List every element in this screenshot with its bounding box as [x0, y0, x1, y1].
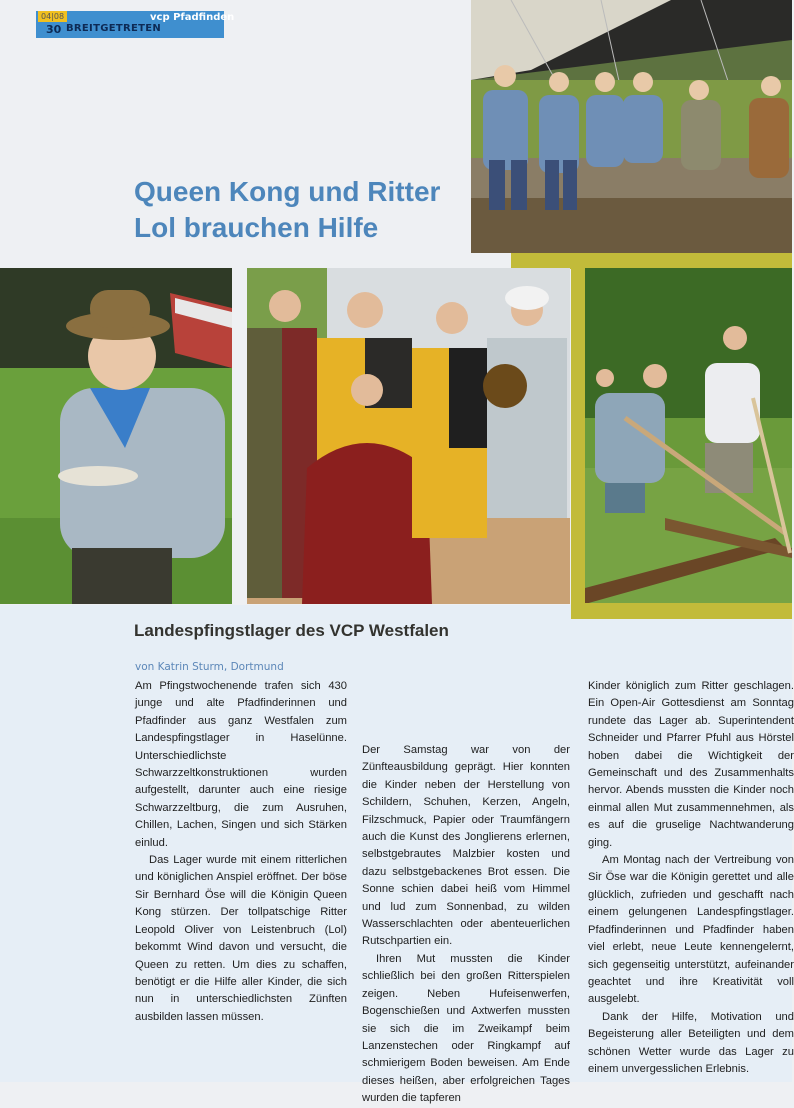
- page-number: 30: [46, 23, 62, 36]
- paragraph: Das Lager wurde mit einem ritterlichen und königlichen Anspiel eröffnet. Der böse Sir Bernhard Öse will die Königin Queen Kong stürzen. Der tollpatschige Ritter Leopold Oliver von Leistenbruch (Lol) bekommt Wind davon und versucht, die Queen zu retten. Um dies zu schaffen, benötigt er die Hilfe aller Kinder, die sich nun in unterschiedlichsten Zünften ausbilden lassen müssen.: [135, 854, 347, 1023]
- photo-knights-group: [247, 268, 570, 604]
- article-byline: von Katrin Sturm, Dortmund: [135, 661, 284, 673]
- paragraph: Der Samstag war von der Zünfteausbildung geprägt. Hier konnten die Kinder neben der Herstellung von Schildern, Schuhen, Kerzen, Angeln, Filzschmuck, Papier oder Traumfängern auch die Kunst des Jonglierens erlernen, selbstgebrautes Malzbier kosten und dazu selbstgebackenes Brot essen. Die Sonne schien dabei heiß vom Himmel und lud zum Sonnenbad, zu wilden Wasserschlachten oder abenteuerlichen Rutschpartien ein.: [362, 744, 570, 948]
- photo-scouts-sitting: [471, 0, 792, 253]
- decorative-band-top: [511, 253, 792, 269]
- brand-label: vcp Pfadfinden: [150, 12, 235, 23]
- text-column-2: [362, 742, 570, 1108]
- text-column-3: [588, 678, 794, 1078]
- issue-tag: 04|08: [38, 11, 67, 22]
- article-title: [134, 174, 474, 246]
- paragraph: Am Montag nach der Vertreibung von Sir Öse war die Königin gerettet und alle glücklich, zufrieden und geschafft nach einem gelungenen Landespfingstlager. Pfadfinderinnen und Pfadfinder haben viel erlebt, neue Leute kennengelernt, sich gegenseitig unterstützt, aufeinander geachtet und ihre Kreativität voll ausgelebt.: [588, 854, 794, 1006]
- photo-scouts-with-poles: [585, 268, 792, 604]
- decorative-band-bottom: [571, 603, 792, 619]
- section-name: BREITGETRETEN: [66, 23, 162, 34]
- article-subtitle: Landespfingstlager des VCP Westfalen: [134, 621, 449, 640]
- paragraph: Am Pfingstwochenende trafen sich 430 junge und alte Pfadfinderinnen und Pfadfinder aus ganz Westfalen zum Landespfingstlager in Haselünne. Unterschiedlichste Schwarzzeltkonstruktionen wurden aufgestellt, darunter auch eine riesige Schwarzzeltburg, die zum Ausruhen, Chillen, Lachen, Singen und sich Stärken einlud.: [135, 680, 347, 849]
- title-line-2: Lol brauchen Hilfe: [134, 212, 379, 243]
- paragraph: Dank der Hilfe, Motivation und Begeisterung aller Beteiligten und dem schönen Wetter wurde das Lager zu einem unvergesslichen Erlebnis.: [588, 1010, 794, 1075]
- text-column-1: [135, 678, 347, 1026]
- paragraph: Ihren Mut mussten die Kinder schließlich bei den großen Ritterspielen zeigen. Neben Hufeisenwerfen, Bogenschießen und Axtwerfen mussten sie sich die im Zweikampf beim Lanzenstechen oder Ringkampf auf schmierigem Boden beweisen. Am Ende dieses heißen, aber erfolgreichen Tages wurden die tapferen: [362, 952, 570, 1105]
- photo-boy-with-hat: [0, 268, 232, 604]
- paragraph: Kinder königlich zum Ritter geschlagen. Ein Open-Air Gottesdienst am Sonntag rundete das Lager ab. Superintendent Schneider und Pfarrer Pfuhl aus Hörstel hoben dabei die Wichtigkeit der Gemeinschaft und des Zusammenhalts hervor. Abends mussten die Kinder noch einmal allen Mut zusammennehmen, als es auf die gruselige Nachtwanderung ging.: [588, 680, 794, 849]
- decorative-divider: [571, 268, 585, 604]
- title-line-1: Queen Kong und Ritter: [134, 176, 441, 207]
